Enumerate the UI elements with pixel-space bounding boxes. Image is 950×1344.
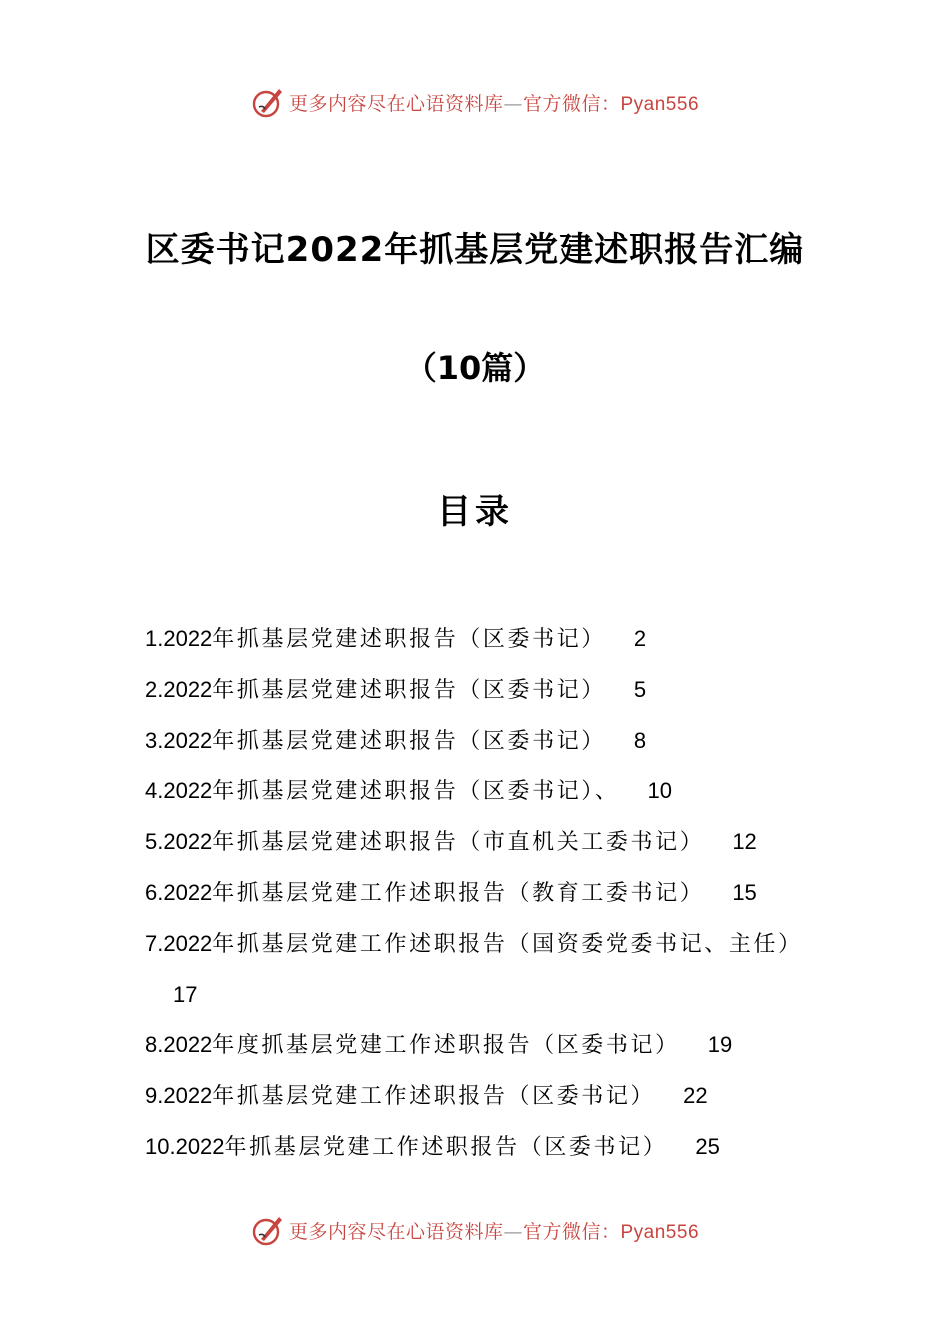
watermark-id: Pyan556	[620, 1221, 700, 1243]
toc-entry-text: 年抓基层党建工作述职报告（国资委党委书记、主任）	[212, 931, 803, 957]
toc-entry-text: 年抓基层党建述职报告（区委书记）	[212, 677, 606, 703]
toc-entry-number: 1.2022	[145, 626, 213, 651]
toc-entry-number: 7.2022	[145, 930, 213, 956]
table-of-contents	[145, 614, 815, 1173]
toc-entry[interactable]	[145, 1020, 815, 1071]
toc-entry-page: 22	[683, 1083, 708, 1109]
toc-entry-page: 8	[633, 727, 647, 753]
toc-entry-text: 年抓基层党建述职报告（区委书记）、	[212, 779, 620, 805]
toc-entry[interactable]	[145, 817, 815, 868]
document-subtitle: （10篇）	[404, 349, 546, 387]
toc-entry[interactable]	[145, 716, 815, 767]
toc-entry[interactable]	[145, 1122, 815, 1173]
watermark-suffix: 官方微信：	[522, 1220, 621, 1243]
toc-entry-number: 4.2022	[145, 778, 213, 804]
toc-entry[interactable]	[145, 614, 815, 665]
toc-entry-text: 年抓基层党建工作述职报告（区委书记）	[224, 1134, 668, 1160]
toc-entry-text: 年度抓基层党建工作述职报告（区委书记）	[212, 1033, 680, 1059]
toc-entry-number: 10.2022	[145, 1133, 225, 1159]
watermark-main: 更多内容尽在心语资料库	[288, 92, 504, 115]
toc-entry[interactable]	[145, 919, 815, 1021]
toc-entry-page: 10	[647, 778, 672, 804]
watermark-text	[289, 89, 699, 116]
toc-entry-page: 2	[633, 626, 647, 651]
toc-entry-number: 9.2022	[145, 1083, 213, 1109]
toc-entry-page: 15	[732, 879, 757, 905]
toc-entry-page: 17	[173, 981, 198, 1007]
toc-heading: 目录	[437, 492, 513, 532]
watermark-suffix: 官方微信：	[522, 92, 621, 115]
toc-entry-number: 3.2022	[145, 727, 213, 753]
watermark-dash: —	[503, 1220, 523, 1243]
toc-entry[interactable]	[145, 868, 815, 919]
watermark-text	[289, 1217, 699, 1244]
toc-entry[interactable]	[145, 1071, 815, 1122]
watermark-main: 更多内容尽在心语资料库	[288, 1220, 504, 1243]
quill-logo-icon	[251, 85, 285, 119]
toc-entry-text: 年抓基层党建述职报告（区委书记）	[212, 627, 606, 652]
toc-entry-text: 年抓基层党建工作述职报告（区委书记）	[212, 1084, 656, 1110]
watermark-id: Pyan556	[620, 93, 700, 115]
toc-entry-text: 年抓基层党建述职报告（市直机关工委书记）	[212, 830, 705, 856]
toc-entry-number: 2.2022	[145, 676, 213, 702]
toc-entry-page: 12	[732, 829, 757, 855]
watermark-header	[0, 82, 950, 122]
toc-entry-number: 6.2022	[145, 879, 213, 905]
toc-entry-number: 5.2022	[145, 829, 213, 855]
toc-entry-page: 5	[633, 676, 647, 702]
toc-entry-page: 25	[695, 1133, 720, 1159]
toc-entry-text: 年抓基层党建述职报告（区委书记）	[212, 728, 606, 754]
toc-entry-page: 19	[707, 1032, 733, 1058]
toc-entry[interactable]	[145, 665, 815, 716]
watermark-dash: —	[503, 92, 523, 115]
toc-entry-text: 年抓基层党建工作述职报告（教育工委书记）	[212, 880, 705, 906]
toc-entry-number: 8.2022	[145, 1032, 213, 1058]
document-title: 区委书记2022年抓基层党建述职报告汇编	[145, 230, 805, 270]
toc-entry[interactable]	[145, 766, 815, 817]
quill-logo-icon	[251, 1213, 285, 1247]
watermark-footer	[0, 1210, 950, 1250]
